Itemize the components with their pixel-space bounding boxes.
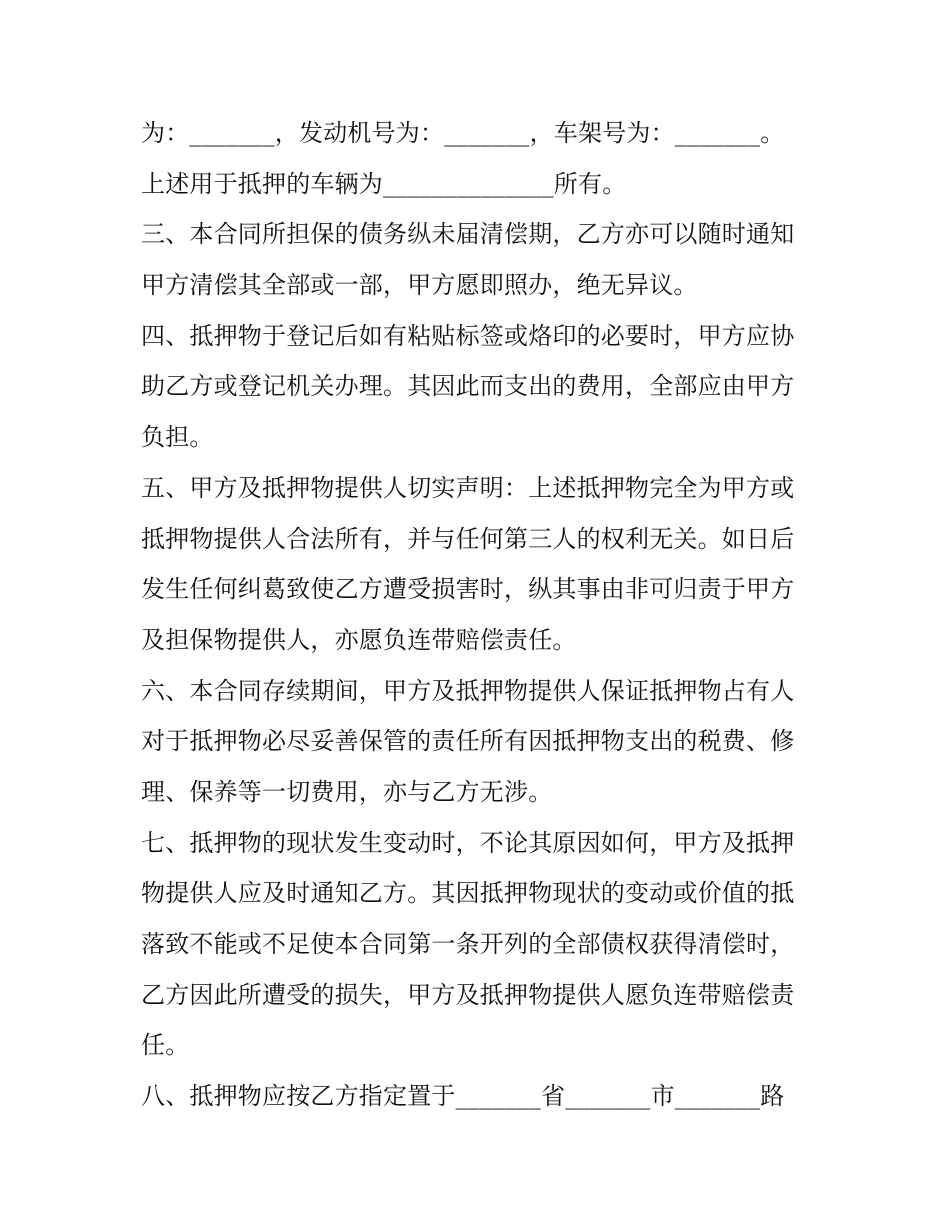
text-line: 三、本合同所担保的债务纵未届清偿期，乙方亦可以随时通知 xyxy=(141,220,795,249)
text-line: 六、本合同存续期间，甲方及抵押物提供人保证抵押物占有人 xyxy=(141,676,795,705)
text-line: 助乙方或登记机关办理。其因此而支出的费用，全部应由甲方 xyxy=(141,372,795,401)
text-line: 物提供人应及时通知乙方。其因抵押物现状的变动或价值的抵 xyxy=(141,879,795,908)
text-line: 七、抵押物的现状发生变动时，不论其原因如何，甲方及抵押 xyxy=(141,828,795,857)
text-line: 任。 xyxy=(141,1031,190,1060)
text-line: 五、甲方及抵押物提供人切实声明：上述抵押物完全为甲方或 xyxy=(141,473,795,502)
text-line: 四、抵押物于登记后如有粘贴标签或烙印的必要时，甲方应协 xyxy=(141,321,795,350)
text-line: 甲方清偿其全部或一部，甲方愿即照办，绝无异议。 xyxy=(141,271,698,300)
contract-body-text xyxy=(141,108,821,1122)
text-line: 上述用于抵押的车辆为______________所有。 xyxy=(141,169,627,198)
text-line: 八、抵押物应按乙方指定置于_______省_______市_______路 xyxy=(141,1082,785,1111)
text-line: 乙方因此所遭受的损失，甲方及抵押物提供人愿负连带赔偿责 xyxy=(141,980,795,1009)
text-line: 抵押物提供人合法所有，并与任何第三人的权利无关。如日后 xyxy=(141,524,795,553)
text-line: 发生任何纠葛致使乙方遭受损害时，纵其事由非可归责于甲方 xyxy=(141,575,795,604)
text-line: 对于抵押物必尽妥善保管的责任所有因抵押物支出的税费、修 xyxy=(141,727,795,756)
text-line: 落致不能或不足使本合同第一条开列的全部债权获得清偿时， xyxy=(141,930,795,958)
text-line: 负担。 xyxy=(141,423,214,452)
text-line: 理、保养等一切费用，亦与乙方无涉。 xyxy=(141,777,553,806)
text-line: 为：_______，发动机号为：_______，车架号为：_______。 xyxy=(141,119,785,147)
text-line: 及担保物提供人，亦愿负连带赔偿责任。 xyxy=(141,625,577,654)
